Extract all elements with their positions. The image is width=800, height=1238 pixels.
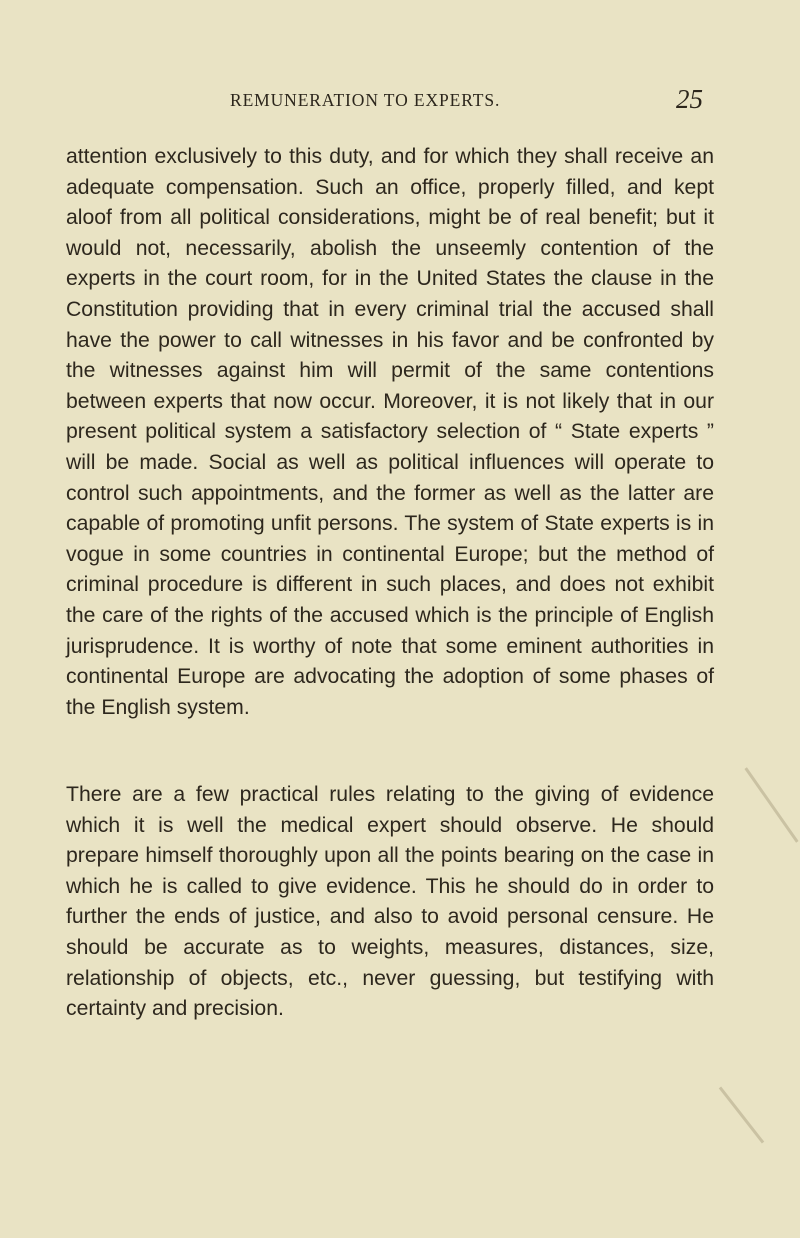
paragraph-1 <box>66 142 714 723</box>
running-title: REMUNERATION TO EXPERTS. <box>230 90 501 110</box>
scan-artifact <box>744 767 798 842</box>
page-number: 25 <box>676 84 703 114</box>
paragraph-2 <box>66 780 714 1025</box>
paragraph-text: There are a few practical rules relating to the giving of evidence which it is well the medical expert should observe. He should prepare himself thoroughly upon all the points bearing on the case in which he is called to give evidence. This he should do in order to further the ends of justice, and also to avoid personal censure. He should be accurate as to weights, measures, distances, size, relationship of objects, etc., never guessing, but testifying with certainty and precision. <box>66 783 714 1021</box>
paragraph-text: attention exclusively to this duty, and for which they shall receive an adequate compensation. Such an office, properly filled, and kept aloof from all political considerations, might be of real benefit; but it would not, necessarily, abolish the unseemly contention of the experts in the court room, for in the United States the clause in the Constitution providing that in every criminal trial the accused shall have the power to call witnesses in his favor and be confronted by the witnesses against him will permit of the same contentions between experts that now occur. Moreover, it is not likely that in our present political system a satisfactory selection of “ State experts ” will be made. Social as well as political influences will operate to control such appointments, and the former as well as the latter are capable of promoting unfit persons. The system of State experts is in vogue in some countries in continental Europe; but the method of criminal procedure is different in such places, and does not exhibit the care of the rights of the accused which is the principle of English jurisprudence. It is worthy of note that some eminent authorities in continental Europe are advocating the adoption of some phases of the English system. <box>66 145 714 719</box>
running-head <box>230 84 710 122</box>
scan-artifact <box>719 1086 764 1143</box>
